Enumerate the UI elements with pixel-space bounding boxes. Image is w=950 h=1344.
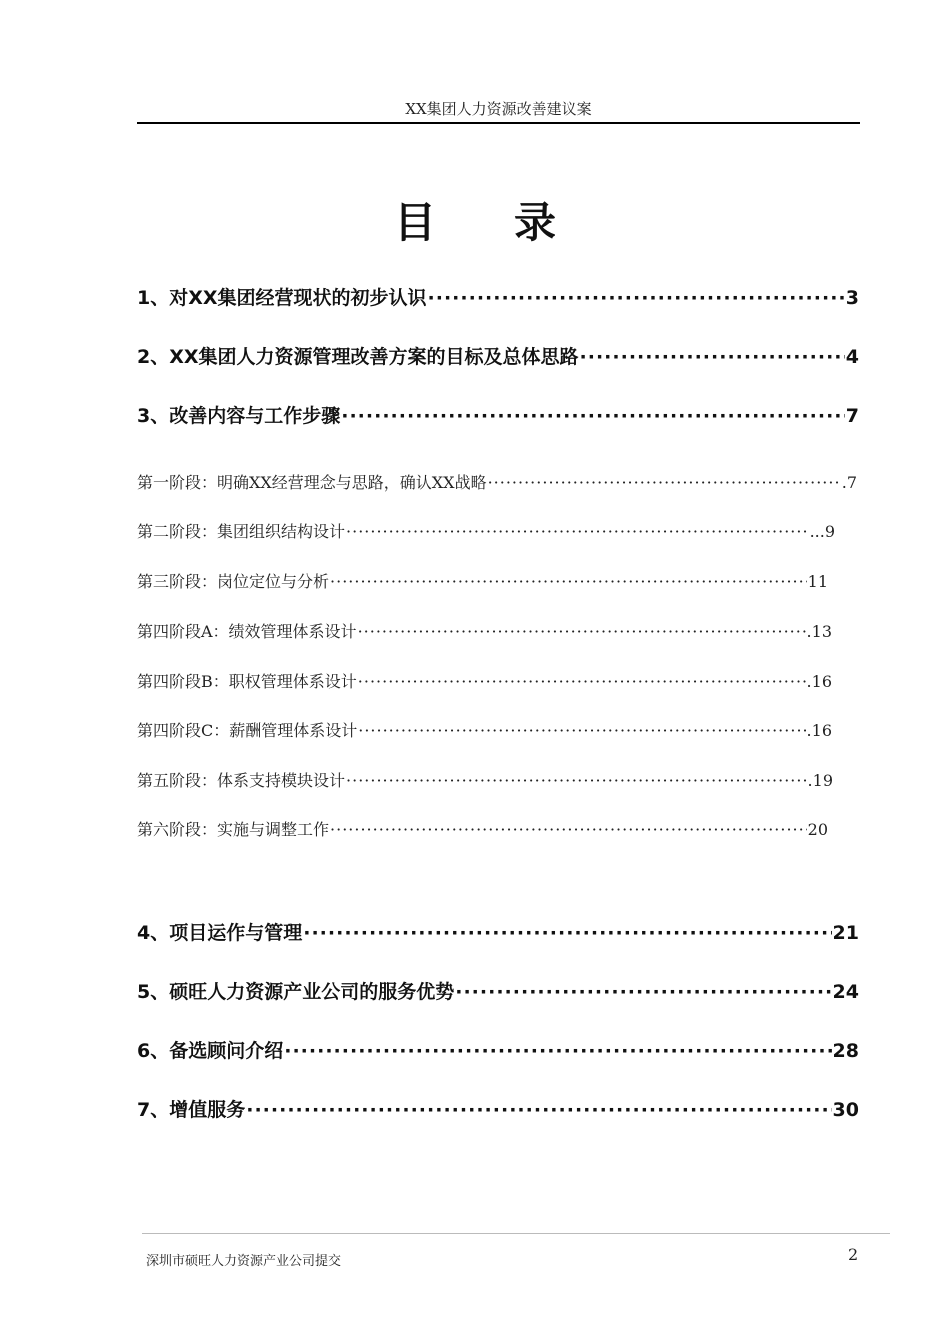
toc-leader-dots [455,977,831,1007]
toc-entry-page: 24 [832,981,859,1003]
toc-leader-dots [346,768,807,794]
toc-leader-dots [346,519,809,545]
toc-subentry-page: .7 [841,473,857,492]
toc-subentry[interactable] [137,470,857,496]
toc-subentry[interactable] [137,768,833,794]
toc-subentry-page: ...9 [809,522,835,541]
toc-subentry-page: 20 [807,820,828,839]
toc-subentry[interactable] [137,718,832,744]
toc-entry[interactable] [137,283,859,313]
toc-leader-dots [341,401,845,431]
toc-subentry[interactable] [137,619,832,645]
toc-entry-label: 1、对XX集团经营现状的初步认识 [137,287,427,309]
toc-entry[interactable] [137,401,859,431]
toc-entry-page: 3 [845,287,859,309]
toc-leader-dots [358,669,806,695]
toc-subentry-label: 第四阶段C：薪酬管理体系设计 [137,721,358,740]
toc-subentry-page: 11 [807,572,828,591]
toc-leader-dots [246,1095,831,1125]
toc-subentry-page: .13 [806,622,832,641]
toc-entry[interactable] [137,918,859,948]
footer-company: 深圳市硕旺人力资源产业公司提交 [146,1254,342,1269]
toc-entry-page: 21 [832,922,859,944]
footer-page-number: 2 [848,1245,859,1264]
toc-subentry-label: 第五阶段：体系支持模块设计 [137,771,346,790]
toc-subentry[interactable] [137,569,828,595]
toc-leader-dots [488,470,841,496]
toc-entry-label: 7、增值服务 [137,1099,246,1121]
header-title: XX集团人力资源改善建议案 [405,100,592,118]
toc-leader-dots [428,283,845,313]
toc-subentry-label: 第二阶段：集团组织结构设计 [137,522,346,541]
toc-subentry-page: .16 [806,672,832,691]
toc-entry-page: 4 [845,346,859,368]
toc-heading-right: 录 [514,198,557,247]
footer-divider [142,1233,890,1234]
toc-entry-page: 30 [832,1099,859,1121]
toc-entry[interactable] [137,342,859,372]
toc-entry-label: 2、XX集团人力资源管理改善方案的目标及总体思路 [137,346,579,368]
toc-subentry-label: 第一阶段：明确XX经营理念与思路，确认XX战略 [137,473,487,492]
toc-subentry-page: .19 [807,771,833,790]
toc-entry-page: 7 [845,405,859,427]
toc-entry-label: 5、硕旺人力资源产业公司的服务优势 [137,981,455,1003]
page-header [137,98,860,124]
toc-entry-label: 6、备选顾问介绍 [137,1040,284,1062]
toc-entry[interactable] [137,1036,859,1066]
toc-subentry-label: 第三阶段：岗位定位与分析 [137,572,330,591]
toc-entry-label: 3、改善内容与工作步骤 [137,405,341,427]
toc-subentry-label: 第四阶段B：职权管理体系设计 [137,672,357,691]
toc-leader-dots [580,342,845,372]
toc-leader-dots [358,718,805,744]
toc-subentry[interactable] [137,669,832,695]
toc-leader-dots [330,569,807,595]
toc-leader-dots [284,1036,831,1066]
toc-subentry-label: 第六阶段：实施与调整工作 [137,820,330,839]
toc-subentry[interactable] [137,817,828,843]
toc-entry[interactable] [137,977,859,1007]
toc-subentry-page: .16 [806,721,832,740]
toc-entry-label: 4、项目运作与管理 [137,922,303,944]
toc-leader-dots [303,918,831,948]
toc-subentry[interactable] [137,519,835,545]
toc-heading-left: 目 [393,198,436,247]
toc-entry-page: 28 [832,1040,859,1062]
toc-leader-dots [358,619,806,645]
toc-subentry-label: 第四阶段A：绩效管理体系设计 [137,622,357,641]
toc-heading [0,198,950,248]
toc-leader-dots [330,817,807,843]
toc-entry[interactable] [137,1095,859,1125]
